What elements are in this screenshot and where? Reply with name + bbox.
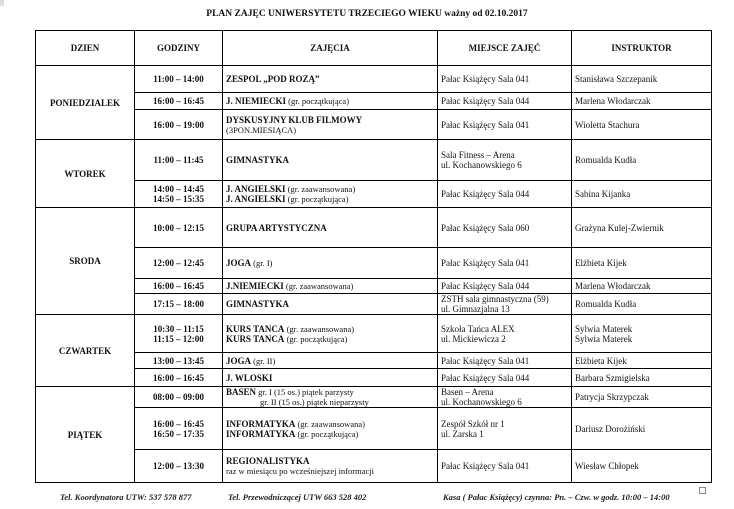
- activity-note: (gr. zaawansowana): [295, 418, 365, 429]
- instructor-cell: [572, 181, 712, 208]
- time-cell: [135, 140, 223, 181]
- table-header-row: [36, 31, 712, 66]
- activity-note: (gr. zaawansowana): [283, 281, 354, 291]
- place-line: Pałac Książęcy Sala 041: [441, 355, 530, 366]
- activity-name: GIMNASTYKA: [226, 299, 290, 309]
- activity-name: GIMNASTYKA: [226, 155, 290, 165]
- activity-name: JOGA: [226, 258, 252, 268]
- activity-note: (gr. początkująca): [284, 333, 348, 344]
- activity-line: [226, 456, 434, 466]
- day-cell: CZWARTEK: [36, 315, 135, 387]
- time-line: 14:00 – 14:45: [153, 184, 204, 194]
- place-cell: [438, 450, 572, 483]
- place-line: ZSTH sala gimnastyczna (59): [441, 294, 549, 304]
- place-line: Pałac Książęcy Sala 041: [441, 74, 530, 84]
- activity-note: (gr. początkująca): [285, 194, 349, 204]
- place-cell: [438, 294, 572, 315]
- activity-cell: [223, 294, 438, 315]
- page-title: PLAN ZAJĘC UNIWERSYTETU TRZECIEGO WIEKU ważny od 02.10.2017: [206, 9, 528, 19]
- place-line: ul. Gimnazjalna 13: [441, 304, 510, 314]
- time-line: 16:00 – 16:45: [153, 418, 204, 429]
- day-cell: SRODA: [36, 208, 135, 315]
- activity-name: ZESPOL „POD ROZĄ”: [226, 74, 320, 84]
- header-instructor: INSTRUKTOR: [572, 31, 712, 66]
- table-row: [36, 93, 712, 110]
- activity-name: REGIONALISTYKA: [226, 456, 310, 466]
- activity-line: [226, 397, 434, 407]
- instructor-cell: [572, 294, 712, 315]
- activity-name: J. ANGIELSKI: [226, 184, 286, 194]
- place-cell: [438, 353, 572, 369]
- activity-cell: [223, 387, 438, 408]
- time-line: 10:00 – 12:15: [153, 222, 204, 233]
- instructor-name: Elżbieta Kijek: [575, 355, 627, 366]
- instructor-cell: [572, 93, 712, 110]
- activity-line: [226, 299, 434, 309]
- instructor-name: Sylwia Materek: [575, 333, 633, 344]
- header-place: MIEJSCE ZAJĘĆ: [438, 31, 572, 66]
- table-row: [36, 66, 712, 93]
- activity-line: [226, 96, 434, 106]
- instructor-name: Romualda Kudła: [575, 299, 637, 309]
- instructor-name: Wiesław Chłopek: [575, 461, 639, 471]
- time-line: 12:00 – 13:30: [153, 461, 204, 471]
- time-line: 11:15 – 12:00: [153, 333, 204, 344]
- activity-name: INFORMATYKA: [226, 428, 296, 439]
- activity-cell: [223, 140, 438, 181]
- time-cell: [135, 450, 223, 483]
- activity-name: J. WLOSKI: [226, 372, 273, 383]
- activity-name: J. ANGIELSKI: [226, 194, 286, 204]
- place-line: Pałac Książęcy Sala 044: [441, 372, 530, 383]
- schedule-body: [36, 66, 712, 483]
- paragraph-marker: [699, 487, 706, 494]
- table-row: [36, 110, 712, 140]
- table-row: [36, 248, 712, 279]
- place-cell: [438, 369, 572, 387]
- place-line: ul. Zarska 1: [441, 428, 484, 439]
- time-cell: [135, 66, 223, 93]
- schedule-table: [35, 30, 712, 483]
- activity-name: DYSKUSYJNY KLUB FILMOWY: [226, 114, 363, 125]
- activity-note: (gr. zaawansowana): [285, 184, 356, 194]
- time-cell: [135, 353, 223, 369]
- table-row: [36, 450, 712, 483]
- place-line: ul. Kochanowskiego 6: [441, 397, 522, 407]
- time-cell: [135, 248, 223, 279]
- activity-cell: [223, 110, 438, 140]
- place-line: Szkoła Tańca ALEX: [441, 323, 515, 334]
- instructor-cell: [572, 387, 712, 408]
- time-cell: [135, 369, 223, 387]
- activity-line: [226, 184, 434, 194]
- activity-note: (3PON.MIESIĄCA): [226, 124, 297, 135]
- time-line: 16:50 – 17:35: [153, 428, 204, 439]
- activity-note: (gr. zaawansowana): [284, 323, 355, 334]
- place-line: Pałac Książęcy Sala 044: [441, 96, 530, 106]
- table-row: [36, 387, 712, 408]
- instructor-name: Patrycja Skrzypczak: [575, 392, 649, 402]
- activity-cell: [223, 450, 438, 483]
- activity-note: (gr. początkująca): [286, 96, 350, 106]
- table-row: [36, 279, 712, 294]
- time-line: 11:00 – 14:00: [153, 74, 204, 84]
- activity-line: [226, 466, 434, 476]
- place-cell: [438, 93, 572, 110]
- activity-cell: [223, 248, 438, 279]
- activity-line: [226, 419, 434, 429]
- place-line: Pałac Książęcy Sala 041: [441, 258, 530, 268]
- activity-cell: [223, 181, 438, 208]
- instructor-name: Sylwia Materek: [575, 323, 633, 334]
- header-day: DZIEN: [36, 31, 135, 66]
- activity-note: (gr. I): [251, 258, 273, 268]
- place-cell: [438, 315, 572, 353]
- time-cell: [135, 408, 223, 450]
- activity-note: (gr. początkująca): [295, 428, 359, 439]
- instructor-cell: [572, 140, 712, 181]
- activity-cell: [223, 279, 438, 294]
- place-line: ul. Mickiewicza 2: [441, 333, 506, 344]
- activity-cell: [223, 66, 438, 93]
- instructor-cell: [572, 66, 712, 93]
- corner-mark: [0, 0, 4, 6]
- instructor-name: Sabina Kijanka: [575, 189, 631, 199]
- instructor-cell: [572, 369, 712, 387]
- instructor-cell: [572, 208, 712, 248]
- header-hours: GODZINY: [135, 31, 223, 66]
- footer-coordinator-phone: Tel. Koordynatora UTW: 537 578 877: [60, 492, 192, 502]
- place-cell: [438, 66, 572, 93]
- table-row: [36, 369, 712, 387]
- activity-cell: [223, 353, 438, 369]
- time-cell: [135, 110, 223, 140]
- time-line: 14:50 – 15:35: [153, 194, 204, 204]
- time-cell: [135, 208, 223, 248]
- activity-line: [226, 258, 434, 268]
- activity-line: [226, 387, 434, 397]
- table-row: [36, 408, 712, 450]
- time-line: 12:00 – 12:45: [153, 258, 204, 268]
- activity-name: BASEN: [226, 387, 257, 397]
- place-cell: [438, 181, 572, 208]
- table-row: [36, 294, 712, 315]
- instructor-name: Marlena Włodarczak: [575, 281, 651, 291]
- activity-line: [226, 223, 434, 233]
- activity-note: gr. I (15 os.) piątek parzysty: [256, 387, 354, 397]
- instructor-name: Elżbieta Kijek: [575, 258, 627, 268]
- place-line: ul. Kochanowskiego 6: [441, 160, 522, 170]
- activity-line: [226, 155, 434, 165]
- instructor-cell: [572, 110, 712, 140]
- activity-name: J.NIEMIECKI: [226, 281, 284, 291]
- instructor-name: Romualda Kudła: [575, 155, 637, 165]
- time-line: 10:30 – 11:15: [153, 323, 204, 334]
- time-line: 16:00 – 16:45: [153, 96, 204, 106]
- place-line: Pałac Książęcy Sala 044: [441, 281, 530, 291]
- place-cell: [438, 248, 572, 279]
- activity-line: [226, 281, 434, 291]
- time-cell: [135, 279, 223, 294]
- time-line: 16:00 – 16:45: [153, 281, 204, 291]
- time-line: 16:00 – 19:00: [153, 119, 204, 130]
- activity-note: raz w miesiącu po wcześniejszej informacji: [226, 466, 374, 476]
- activity-line: [226, 115, 434, 135]
- time-cell: [135, 315, 223, 353]
- place-cell: [438, 408, 572, 450]
- place-cell: [438, 387, 572, 408]
- place-cell: [438, 110, 572, 140]
- instructor-name: Grażyna Kulej-Zwiernik: [575, 222, 664, 233]
- activity-line: [226, 334, 434, 344]
- activity-name: J. NIEMIECKI: [226, 96, 287, 106]
- activity-name: KURS TANCA: [226, 323, 285, 334]
- place-line: Pałac Książęcy Sala 044: [441, 189, 530, 199]
- activity-cell: [223, 408, 438, 450]
- place-line: Pałac Książęcy Sala 041: [441, 119, 530, 130]
- activity-cell: [223, 93, 438, 110]
- time-cell: [135, 93, 223, 110]
- instructor-cell: [572, 450, 712, 483]
- activity-note: gr. II (15 os.) piątek nieparzysty: [260, 397, 369, 407]
- place-line: Pałac Książęcy Sala 041: [441, 461, 530, 471]
- day-cell: PIĄTEK: [36, 387, 135, 483]
- place-cell: [438, 208, 572, 248]
- activity-cell: [223, 315, 438, 353]
- instructor-cell: [572, 248, 712, 279]
- activity-line: [226, 74, 434, 84]
- activity-cell: [223, 208, 438, 248]
- place-line: Zespół Szkół nr 1: [441, 418, 505, 429]
- instructor-cell: [572, 408, 712, 450]
- time-line: 11:00 – 11:45: [153, 155, 204, 165]
- table-row: [36, 140, 712, 181]
- activity-name: INFORMATYKA: [226, 418, 296, 429]
- time-line: 08:00 – 09:00: [153, 392, 204, 402]
- footer-chair-phone: Tel. Przewodniczącej UTW 663 528 402: [228, 492, 367, 502]
- time-cell: [135, 387, 223, 408]
- table-row: [36, 181, 712, 208]
- activity-cell: [223, 369, 438, 387]
- instructor-name: Stanisława Szczepanik: [575, 74, 658, 84]
- table-row: [36, 353, 712, 369]
- footer-cashier-hours: Kasa ( Pałac Książęcy) czynna: Pn. – Czw. w godz. 10:00 – 14:00: [443, 492, 670, 502]
- instructor-cell: [572, 279, 712, 294]
- instructor-cell: [572, 353, 712, 369]
- header-activity: ZAJĘCIA: [223, 31, 438, 66]
- activity-name: JOGA: [226, 355, 252, 366]
- instructor-name: Marlena Włodarczak: [575, 96, 651, 106]
- activity-name: GRUPA ARTYSTYCZNA: [226, 222, 327, 233]
- place-line: Basen – Arena: [441, 387, 494, 397]
- instructor-name: Wioletta Stachura: [575, 119, 640, 130]
- activity-line: [226, 324, 434, 334]
- place-line: Pałac Książęcy Sala 060: [441, 222, 530, 233]
- activity-line: [226, 356, 434, 366]
- place-cell: [438, 140, 572, 181]
- place-cell: [438, 279, 572, 294]
- time-cell: [135, 294, 223, 315]
- activity-name: KURS TANCA: [226, 333, 285, 344]
- instructor-name: Dariusz Dorożiński: [575, 423, 646, 434]
- time-line: 16:00 – 16:45: [153, 372, 204, 383]
- day-cell: PONIEDZIALEK: [36, 66, 135, 140]
- time-cell: [135, 181, 223, 208]
- table-row: [36, 315, 712, 353]
- time-line: 13:00 – 13:45: [153, 355, 204, 366]
- place-line: Sala Fitness – Arena: [441, 150, 515, 160]
- activity-line: [226, 194, 434, 204]
- activity-note: (gr. II): [251, 355, 276, 366]
- day-cell: WTOREK: [36, 140, 135, 208]
- table-row: [36, 208, 712, 248]
- activity-line: [226, 373, 434, 383]
- instructor-name: Barbara Szmigielska: [575, 372, 650, 383]
- instructor-cell: [572, 315, 712, 353]
- time-line: 17:15 – 18:00: [153, 299, 204, 309]
- activity-line: [226, 429, 434, 439]
